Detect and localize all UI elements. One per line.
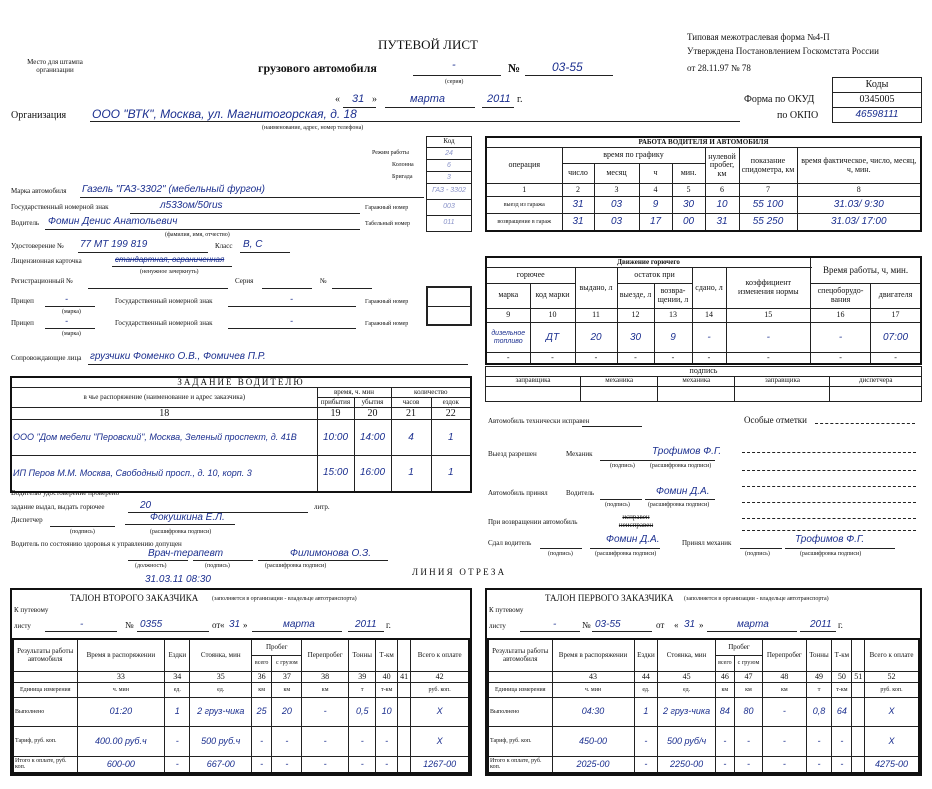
- return-condition[interactable]: исправен неисправен: [618, 513, 654, 529]
- table-row: ИП Перов М.М. Москва, Свободный просп., д. 10, корп. 3 15:00 16:00 1 1: [11, 456, 471, 492]
- vehicle-model[interactable]: Газель "ГАЗ-3302" (мебельный фургон): [82, 184, 265, 195]
- stamp-place-label: Место для штампа организации: [27, 58, 83, 75]
- page-subtitle: грузового автомобиля: [258, 61, 377, 75]
- doctor-name[interactable]: Филимонова О.З.: [290, 548, 372, 559]
- page-title: ПУТЕВОЙ ЛИСТ: [378, 37, 478, 52]
- table-row: выезд из гаража 31 03 9 30 10 55 100 31.03/ 9:30: [486, 197, 921, 214]
- form-note-2: Утверждена Постановлением Госкомстата России: [687, 46, 879, 56]
- table-row: Тариф, руб. коп. 450-00 - 500 руб/ч - - - - - X: [488, 726, 919, 756]
- codes-label: Коды: [865, 79, 889, 90]
- fuel-table: Движение горючего Время работы, ч, мин. горючее выдано, л остаток при сдано, л коэффициент изменения нормы марка код марки выезде, л возвра- щении, л спецоборудо- вания двигателя 9 10 11 12 13 14 15 16 17 дизельное топливо ДТ 20 30 9 - - - 07:00 - - - - - - - - -: [485, 256, 922, 365]
- dispatcher-name[interactable]: Фокушкина Е.Л.: [150, 512, 225, 523]
- driver-name[interactable]: Фомин Денис Анатольевич: [48, 216, 178, 227]
- org-field[interactable]: ООО "ВТК", Москва, ул. Магнитогорская, д. 18: [92, 107, 357, 121]
- okpo-value[interactable]: 46598111: [855, 109, 899, 120]
- date-day[interactable]: 31: [352, 93, 365, 105]
- date-year[interactable]: 2011: [487, 93, 511, 105]
- series-hint: (серия): [445, 79, 464, 85]
- number-field[interactable]: 03-55: [552, 60, 583, 74]
- org-hint: (наименование, адрес, номер телефона): [262, 125, 364, 131]
- number-sign: №: [508, 61, 521, 75]
- license-class[interactable]: В, С: [243, 239, 263, 250]
- signatures-table: подпись заправщика механика механика заправщика диспетчера: [485, 366, 922, 402]
- date-time[interactable]: 31.03.11 08:30: [145, 574, 211, 585]
- table-row: дизельное топливо ДТ 20 30 9 - - - 07:00: [486, 323, 921, 353]
- table-row: Выполнено 04:30 1 2 груз-чика 84 80 - 0,8 64 X: [488, 698, 919, 726]
- coupon-first-table: Результаты работы автомобиля Время в распоряжении Ездки Стоянка, мин Пробег Перепробег Тонны Т-км Всего к оплате всего с грузом 43 44 45 46 47 48 49 50 51 52 Единица измерения ч. мин ед. ед. км км км т т-км руб. коп. Выполнено 04:30 1 2 груз-чика 84 80 - 0,8 64 X Тариф, руб. коп. 450-00 - 500 руб/ч - - - - - X Итого к оплате, руб. коп. 2025-00 - 2250-00 - - - - - 4275-00: [487, 638, 920, 774]
- handed-driver-name[interactable]: Фомин Д.А.: [606, 534, 660, 545]
- form-note-1: Типовая межотраслевая форма №4-П: [687, 32, 830, 42]
- table-row: Единица измерения ч. мин ед. ед. км км км т т-км руб. коп.: [488, 683, 919, 698]
- notes-label: Особые отметки: [744, 415, 807, 425]
- org-label: Организация: [11, 110, 67, 121]
- table-row: Итого к оплате, руб. коп. 2025-00 - 2250-00 - - - - - 4275-00: [488, 756, 919, 773]
- work-table: РАБОТА ВОДИТЕЛЯ И АВТОМОБИЛЯ операция время по графику нулевой пробег, км показание спидометра, км время фактическое, число, месяц, ч, мин. число месяц ч мин. 1 2 3 4 5 6 7 8 выезд из гаража 31 03 9 30 10 55 100 31.03/ 9:30 возвращение в гараж 31 03 17 00 31 55 250 31.03/ 17:00: [485, 136, 922, 232]
- coupon-second-table: Результаты работы автомобиля Время в распоряжении Ездки Стоянка, мин Пробег Перепробег Тонны Т-км Всего к оплате всего с грузом 33 34 35 36 37 38 39 40 41 42 Единица измерения ч. мин ед. ед. км км км т т-км руб. коп. Выполнено 01:20 1 2 груз-чика 25 20 - 0,5 10 X Тариф, руб. коп. 400.00 руб.ч - 500 руб.ч - - - - - X Итого к оплате, руб. коп. 600-00 - 667-00 - - - - - 1267-00: [12, 638, 470, 774]
- date-month[interactable]: марта: [410, 93, 445, 105]
- mechanic-name[interactable]: Трофимов Ф.Г.: [652, 446, 722, 457]
- coupon-first-number[interactable]: 03-55: [595, 619, 621, 630]
- doctor-position[interactable]: Врач-терапевт: [148, 548, 224, 559]
- table-row: Единица измерения ч. мин ед. ед. км км км т т-км руб. коп.: [13, 683, 469, 698]
- series-field[interactable]: -: [452, 59, 456, 71]
- took-mechanic-name[interactable]: Трофимов Ф.Г.: [795, 534, 865, 545]
- okpo-label: по ОКПО: [777, 110, 819, 121]
- form-note-3: от 28.11.97 № 78: [687, 63, 751, 73]
- coupon-second-number[interactable]: 0355: [140, 619, 163, 630]
- license-number[interactable]: 77 МТ 199 819: [80, 239, 148, 250]
- okud-value: 0345005: [859, 94, 895, 105]
- escort-persons[interactable]: грузчики Фоменко О.В., Фомичев П.Р.: [90, 351, 266, 362]
- license-card[interactable]: стандартная, ограниченная: [115, 255, 225, 264]
- task-table: ЗАДАНИЕ ВОДИТЕЛЮ в чье распоряжение (наименование и адрес заказчика) время, ч. мин количество прибытия убытия часов ездок 18 19 20 21 22 ООО "Дом мебели "Перовский", Москва, Зеленый проспект, д. 41В 10:00 14:00 4 1 ИП Перов М.М. Москва, Свободный просп., д. 10, корп. 3 15:00 16:00 1 1: [10, 376, 472, 493]
- vehicle-plate[interactable]: л533ом/50rus: [160, 200, 223, 211]
- fuel-issued-liters[interactable]: 20: [140, 500, 152, 511]
- cut-line: Л И Н И Я О Т Р Е З А: [412, 567, 505, 577]
- accept-driver-name[interactable]: Фомин Д.А.: [656, 486, 710, 497]
- table-row: ООО "Дом мебели "Перовский", Москва, Зеленый проспект, д. 41В 10:00 14:00 4 1: [11, 420, 471, 456]
- okud-label: Форма по ОКУД: [744, 94, 815, 105]
- table-row: Тариф, руб. коп. 400.00 руб.ч - 500 руб.ч - - - - - X: [13, 726, 469, 756]
- table-row: возвращение в гараж 31 03 17 00 31 55 250 31.03/ 17:00: [486, 214, 921, 231]
- table-row: Выполнено 01:20 1 2 груз-чика 25 20 - 0,5 10 X: [13, 698, 469, 726]
- table-row: Итого к оплате, руб. коп. 600-00 - 667-00 - - - - - 1267-00: [13, 756, 469, 773]
